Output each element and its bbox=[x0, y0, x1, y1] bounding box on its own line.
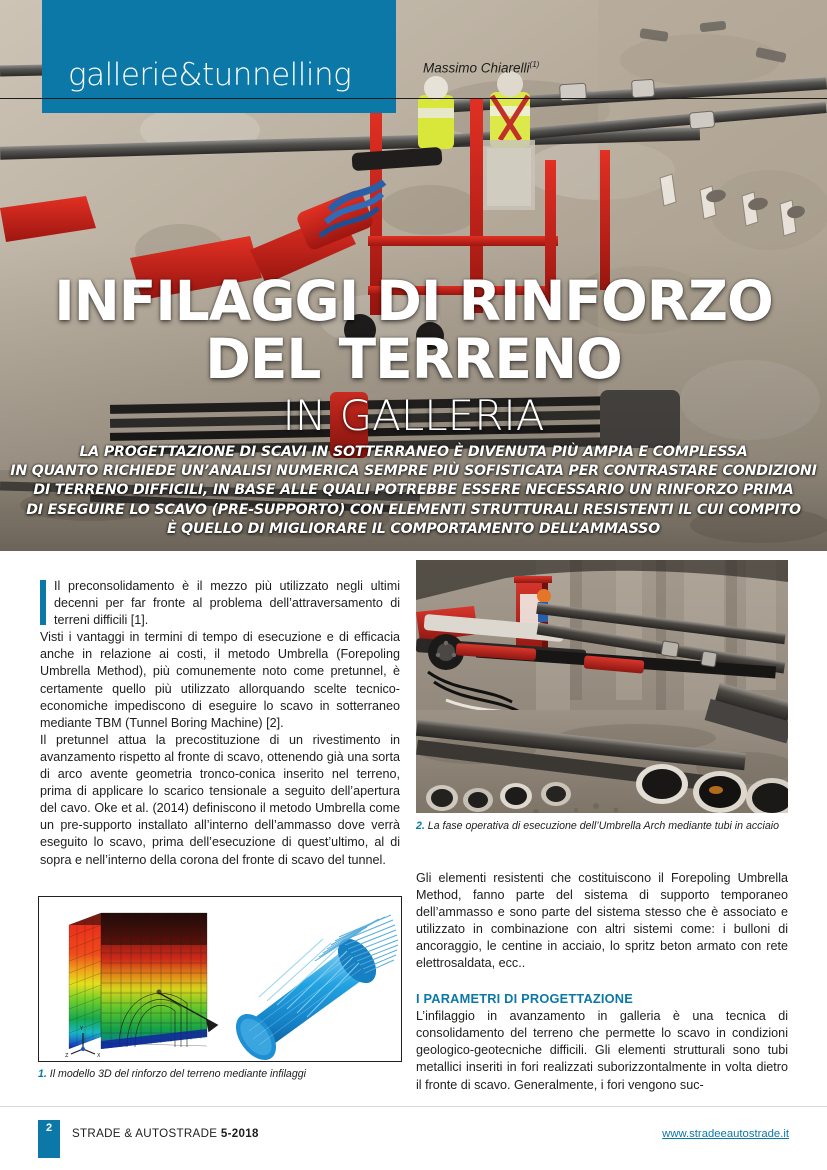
section-flag-label: gallerie&tunnelling bbox=[68, 57, 352, 93]
hero-photo-tunnel-drilling-rig bbox=[0, 0, 827, 551]
header-hairline bbox=[0, 98, 827, 99]
byline-author-name: Massimo Chiarelli bbox=[423, 60, 530, 76]
deck-line-2: IN QUANTO RICHIEDE UN’ANALISI NUMERICA SEMPRE PIÙ SOFISTICATA PER CONTRASTARE CONDIZIONI bbox=[10, 463, 817, 480]
figure-2-caption-text: La fase operativa di esecuzione dell’Umbrella Arch mediante tubi in acciaio bbox=[427, 820, 779, 832]
figure-2-number: 2. bbox=[416, 820, 425, 832]
deck-line-3: DI TERRENO DIFFICILI, IN BASE ALLE QUALI POTREBBE ESSERE NECESSARIO UN RINFORZO PRIMA bbox=[33, 482, 794, 499]
axis-label-x: X bbox=[97, 1053, 101, 1059]
article-headline bbox=[0, 269, 827, 442]
article-deck bbox=[0, 443, 827, 539]
axis-label-z: Z bbox=[65, 1053, 69, 1059]
deck-line-1: LA PROGETTAZIONE DI SCAVI IN SOTTERRANEO È DIVENUTA PIÙ AMPIA E COMPLESSA bbox=[79, 444, 748, 460]
right-paragraph-1: Gli elementi resistenti che costituiscono il Forepoling Umbrella Method, fanno parte del sistema di supporto temporaneo dell’ammasso e sono parte del sistema stesso che è associato e utilizzato in combinazione con altri sistemi come: i bulloni di ancoraggio, le centine in acciaio, lo spritz beton armato con rete elettrosaldata, ecc.. bbox=[416, 871, 788, 971]
section-subheading: I PARAMETRI DI PROGETTAZIONE bbox=[416, 990, 633, 1006]
footer-issue: 5-2018 bbox=[220, 1127, 259, 1140]
figure-2-photo-umbrella-arch bbox=[416, 560, 788, 813]
footer-publication-name: STRADE & AUTOSTRADE bbox=[72, 1127, 218, 1140]
figure-1-3d-fem-model bbox=[38, 896, 402, 1062]
headline-line-1: INFILAGGI DI RINFORZO bbox=[54, 269, 773, 333]
byline-footnote-marker: (1) bbox=[529, 60, 540, 69]
figure-1-caption-text: Il modello 3D del rinforzo del terreno mediante infilaggi bbox=[49, 1068, 306, 1080]
figure-1-illustration bbox=[39, 897, 401, 1061]
lead-paragraph-wrapper bbox=[40, 578, 400, 629]
lead-paragraph: Il preconsolidamento è il mezzo più utilizzato negli ultimi decenni per far fronte al problema dell’attraversamento di terreni difficili [1]. bbox=[54, 579, 400, 628]
left-paragraph-3: Il pretunnel attua la precostituzione di un rivestimento in avanzamento rispetto al fronte di scavo, ottenendo già una sorta di arco avente geometria tronco-conica inserito nel terreno, prima di applicare lo scarico tensionale a seguito dell’apertura del cavo. Oke et al. (2014) definiscono il metodo Umbrella come un pre-supporto installato all’interno dell’ammasso dove verrà eseguito lo scavo, prima dell’esecuzione di quest’ultimo, al di sopra e nell’interno della corona del fronte di scavo del tunnel. bbox=[40, 732, 400, 867]
page-number-badge: 2 bbox=[38, 1120, 60, 1158]
figure-2-illustration bbox=[416, 560, 788, 813]
left-paragraph-2: Visti i vantaggi in termini di tempo di esecuzione e di efficacia anche in relazione ai costi, il metodo Umbrella (Forepoling Umbrella Method), più comunemente noto come pretunnel, è certamente quello più utilizzato allorquando scelte tecnico-economiche impediscono di eseguire lo scavo in sotterraneo mediante TBM (Tunnel Boring Machine) [2]. bbox=[40, 630, 400, 730]
headline-line-3: IN GALLERIA bbox=[282, 391, 545, 440]
headline-line-2: DEL TERRENO bbox=[205, 327, 622, 391]
footer-publication bbox=[72, 1127, 259, 1140]
article-byline bbox=[423, 60, 539, 76]
figure-1-caption bbox=[38, 1068, 406, 1081]
left-text-column bbox=[40, 578, 400, 869]
figure-1-number: 1. bbox=[38, 1068, 47, 1080]
deck-line-4: DI ESEGUIRE LO SCAVO (PRE-SUPPORTO) CON ELEMENTI STRUTTURALI RESISTENTI IL CUI COMPITO bbox=[26, 501, 801, 518]
right-text-column bbox=[416, 870, 788, 1094]
lead-accent-bar bbox=[40, 580, 46, 625]
paragraph-spacer bbox=[416, 973, 788, 990]
right-paragraph-2: L’infilaggio in avanzamento in galleria è una tecnica di consolidamento del terreno che permette lo scavo in condizioni geologico-geotecniche difficili. Gli elementi strutturali sono tubi metallici inseriti in fori realizzati suborizzontalmente in volta dietro il fronte di scavo. Generalmente, i fori vengono suc- bbox=[416, 1009, 788, 1092]
deck-line-5: È QUELLO DI MIGLIORARE IL COMPORTAMENTO DELL’AMMASSO bbox=[166, 520, 661, 537]
footer-website-link[interactable]: www.stradeeautostrade.it bbox=[662, 1128, 789, 1140]
footer-divider bbox=[0, 1106, 827, 1107]
axis-label-y: Y bbox=[80, 1026, 84, 1032]
figure-2-caption bbox=[416, 820, 788, 833]
